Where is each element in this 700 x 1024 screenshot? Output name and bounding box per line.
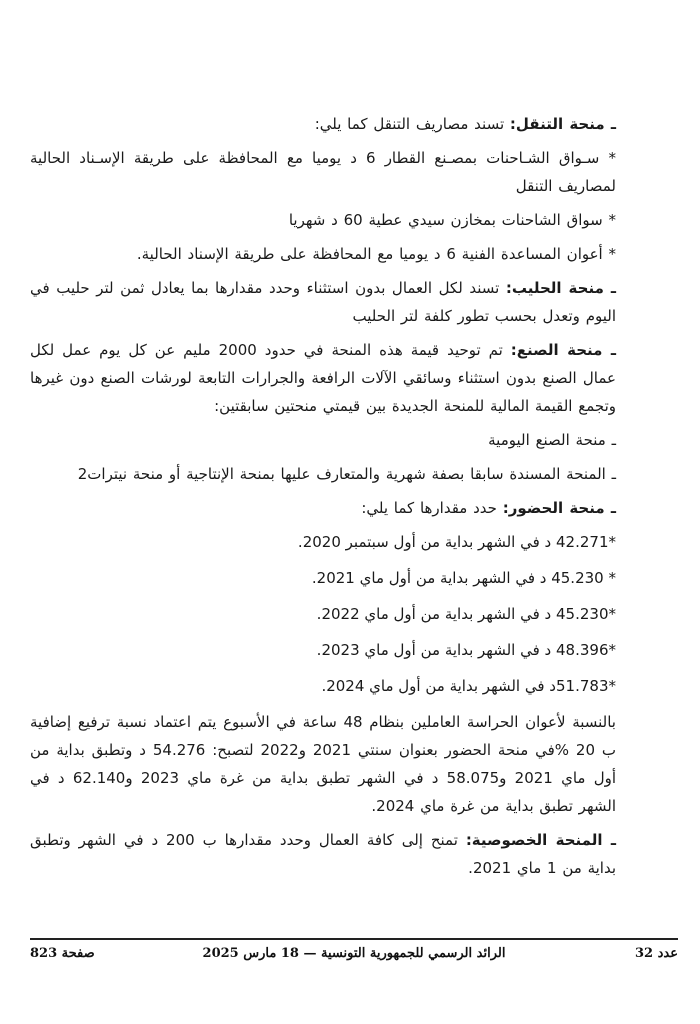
paragraph-productivity-allowance: ـ المنحة المسندة سابقا بصفة شهرية والمتعارف عليها بمنحة الإنتاجية أو منحة نيترات2 [77,465,616,483]
attendance-item-2022: *45.230 د في الشهر بداية من أول ماي 2022. [316,605,616,623]
paragraph-warehouse-drivers: * سواق الشاحنات بمخازن سيدي عطية 60 د شهريا [288,211,616,229]
issue-number: عدد 32 [635,946,678,961]
paragraph-security-guards: بالنسبة لأعوان الحراسة العاملين بنظام 48 ساعة في الأسبوع يتم اعتماد نسبة ترفيع إضافية ب 20 %في منحة الحضور بعنوان سنتي 2021 و2022 لتصبح: 54.276 د وتطبق بداية من أول ماي 2021 و58.075 د في الشهر تطبق بداية من غرة ماي 2023 و62.140 د في الشهر تطبق بداية من غرة ماي 2024. [30,713,617,815]
attendance-item-2024: *51.783د في الشهر بداية من أول ماي 2024. [321,677,616,695]
attendance-item-2023: *48.396 د في الشهر بداية من أول ماي 2023. [316,641,616,659]
paragraph-manufacturing-allowance [30,336,616,420]
attendance-item-2020: *42.271 د في الشهر بداية من أول سبتمبر 2020. [297,533,616,551]
section-text: تسند لكل العمال بدون استثناء وحدد مقدارها بما يعادل ثمن لتر حليب في اليوم وتعدل بحسب تطور كلفة لتر الحليب [30,279,616,325]
page-number: صفحة 823 [30,946,95,961]
section-label: ـ منحة الصنع: [510,341,616,359]
paragraph-transport-allowance [30,110,616,138]
footer-divider [30,938,678,940]
paragraph-special-allowance [30,826,616,882]
paragraph-attendance-allowance [30,494,616,522]
section-label: ـ المنحة الخصوصية: [465,831,616,849]
paragraph-technical-assistants: * أعوان المساعدة الفنية 6 د يوميا مع المحافظة على طريقة الإسناد الحالية. [136,245,616,263]
document-body [30,110,616,888]
section-label: ـ منحة الحليب: [505,279,616,297]
section-label: ـ منحة الحضور: [502,499,616,517]
paragraph-daily-manufacturing: ـ منحة الصنع اليومية [488,431,616,449]
section-text: تمنح إلى كافة العمال وحدد مقدارها ب 200 د في الشهر وتطبق بداية من 1 ماي 2021. [30,831,616,877]
section-text: تسند مصاريف التنقل كما يلي: [314,115,510,133]
paragraph-milk-allowance [30,274,616,330]
paragraph-train-factory-drivers: * سـواق الشـاحنات بمصـنع القطار 6 د يوميا مع المحافظة على طريقة الإسـناد الحالية لمصاريف التنقل [30,149,617,195]
gazette-title: الرائد الرسمي للجمهورية التونسية — 18 مارس 2025 [202,946,506,961]
section-label: ـ منحة التنقل: [509,115,616,133]
attendance-item-2021: * 45.230 د في الشهر بداية من أول ماي 2021. [311,569,616,587]
section-text: حدد مقدارها كما يلي: [361,499,503,517]
section-text: تم توحيد قيمة هذه المنحة في حدود 2000 مليم عن كل يوم عمل لكل عمال الصنع بدون استثناء وسائقي الآلات الرافعة والجرارات التابعة لورشات الصنع دون غيرها وتجمع القيمة المالية للمنحة الجديدة بين قيمتي منحتين سابقتين: [30,341,616,415]
